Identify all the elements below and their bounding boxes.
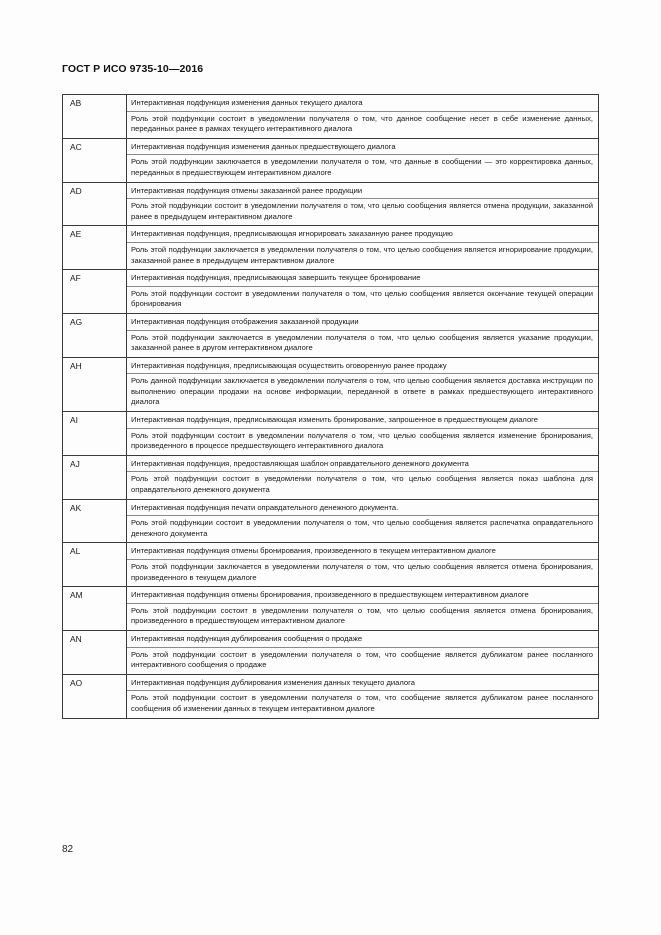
row-name: Интерактивная подфункция, предписывающая игнорировать заказанную ранее продукцию <box>127 229 598 243</box>
row-role: Роль этой подфункции заключается в уведомлении получателя о том, что целью сообщения является указание продукции, заказанной ранее в другом интерактивном диалоге <box>131 332 593 353</box>
row-name: Интерактивная подфункция изменения данных текущего диалога <box>127 98 598 112</box>
table-row <box>63 587 599 631</box>
row-description <box>127 357 599 411</box>
row-description <box>127 138 599 182</box>
row-role: Роль данной подфункции заключается в уведомлении получателя о том, что целью сообщения является доставка инструкции по выполнению операции продажи на основе информации, переданной в ответе в рамках предшествующего интерактивного диалога <box>131 376 593 407</box>
row-name: Интерактивная подфункция дублирования сообщения о продаже <box>127 634 598 648</box>
row-role: Роль этой подфункции состоит в уведомлении получателя о том, что целью сообщения является окончание текущей операции бронирования <box>131 288 593 309</box>
row-role: Роль этой подфункции состоит в уведомлении получателя о том, что целью сообщения является распечатка оправдательного денежного документа <box>131 518 593 538</box>
row-role: Роль этой подфункции состоит в уведомлении получателя о том, что сообщение является дубликатом ранее посланного сообщения об изменении данных в текущем интерактивном диалоге <box>131 693 593 713</box>
row-role: Роль этой подфункции состоит в уведомлении получателя о том, что сообщение является дубликатом ранее посланного интерактивного сообщения о продаже <box>131 649 593 670</box>
row-name: Интерактивная подфункция отмены бронирования, произведенного в предшествующем интерактивном диалоге <box>127 590 598 604</box>
row-name: Интерактивная подфункция печати оправдательного денежного документа. <box>127 503 598 517</box>
row-code: AG <box>63 313 127 357</box>
row-description <box>127 630 599 674</box>
row-code: AE <box>63 226 127 270</box>
row-description <box>127 587 599 631</box>
table-row <box>63 313 599 357</box>
row-description <box>127 412 599 456</box>
table-row <box>63 182 599 226</box>
row-role: Роль этой подфункции заключается в уведомлении получателя о том, что данные в сообщении — это корректировка данных, переданных в предшествующем интерактивном диалоге <box>131 157 593 177</box>
row-code: AN <box>63 630 127 674</box>
table-row <box>63 270 599 314</box>
row-description <box>127 674 599 718</box>
row-code: AL <box>63 543 127 587</box>
codes-table-body <box>63 95 599 719</box>
row-code: AJ <box>63 455 127 499</box>
row-name: Интерактивная подфункция отображения заказанной продукции <box>127 317 598 331</box>
row-description <box>127 226 599 270</box>
table-row <box>63 357 599 411</box>
row-role: Роль этой подфункции состоит в уведомлении получателя о том, что целью сообщения является отмена продукции, заказанной ранее в предыдущем интерактивном диалоге <box>131 201 593 221</box>
row-description <box>127 270 599 314</box>
row-role: Роль этой подфункции состоит в уведомлении получателя о том, что целью сообщения является показ шаблона для оправдательного денежного документа <box>131 474 593 495</box>
row-code: AO <box>63 674 127 718</box>
row-code: AC <box>63 138 127 182</box>
table-row <box>63 138 599 182</box>
table-row <box>63 674 599 718</box>
row-name: Интерактивная подфункция, предписывающая осуществить оговоренную ранее продажу <box>127 361 598 375</box>
codes-table <box>62 94 599 719</box>
row-name: Интерактивная подфункция отмены заказанной ранее продукции <box>127 186 598 200</box>
row-name: Интерактивная подфункция, предписывающая завершить текущее бронирование <box>127 273 598 287</box>
row-code: AH <box>63 357 127 411</box>
row-description <box>127 95 599 139</box>
table-row <box>63 630 599 674</box>
row-description <box>127 499 599 543</box>
row-description <box>127 543 599 587</box>
row-code: AB <box>63 95 127 139</box>
table-row <box>63 412 599 456</box>
row-name: Интерактивная подфункция, предписывающая изменить бронирование, запрошенное в предшествующем диалоге <box>127 415 598 429</box>
row-description <box>127 313 599 357</box>
table-row <box>63 499 599 543</box>
row-description <box>127 455 599 499</box>
table-row <box>63 226 599 270</box>
row-code: AF <box>63 270 127 314</box>
row-code: AM <box>63 587 127 631</box>
row-name: Интерактивная подфункция отмены бронирования, произведенного в текущем интерактивном диалоге <box>127 546 598 560</box>
row-description <box>127 182 599 226</box>
row-role: Роль этой подфункции заключается в уведомлении получателя о том, что целью сообщения является игнорирование продукции, заказанной ранее в предыдущем интерактивном диалоге <box>131 244 593 265</box>
page-number: 82 <box>62 844 74 855</box>
row-role: Роль этой подфункции состоит в уведомлении получателя о том, что данное сообщение несет в себе изменение данных, переданных ранее в рамках текущего интерактивного диалога <box>131 113 593 134</box>
row-code: AI <box>63 412 127 456</box>
table-row <box>63 543 599 587</box>
row-code: AK <box>63 499 127 543</box>
row-name: Интерактивная подфункция дублирования изменения данных текущего диалога <box>127 678 598 692</box>
row-code: AD <box>63 182 127 226</box>
row-role: Роль этой подфункции состоит в уведомлении получателя о том, что целью сообщения является изменение бронирования, произведенного в процессе предшествующего интерактивного диалога <box>131 430 593 451</box>
table-row <box>63 455 599 499</box>
row-name: Интерактивная подфункция изменения данных предшествующего диалога <box>127 142 598 156</box>
row-role: Роль этой подфункции заключается в уведомлении получателя о том, что целью сообщения является отмена бронирования, произведенного в текущем диалоге <box>131 562 593 582</box>
table-row <box>63 95 599 139</box>
document-header: ГОСТ Р ИСО 9735-10—2016 <box>62 63 204 75</box>
row-role: Роль этой подфункции состоит в уведомлении получателя о том, что целью сообщения является отмена бронирования, произведенного в предшествующем интерактивном диалоге <box>131 605 593 626</box>
row-name: Интерактивная подфункция, предоставляющая шаблон оправдательного денежного документа <box>127 459 598 473</box>
